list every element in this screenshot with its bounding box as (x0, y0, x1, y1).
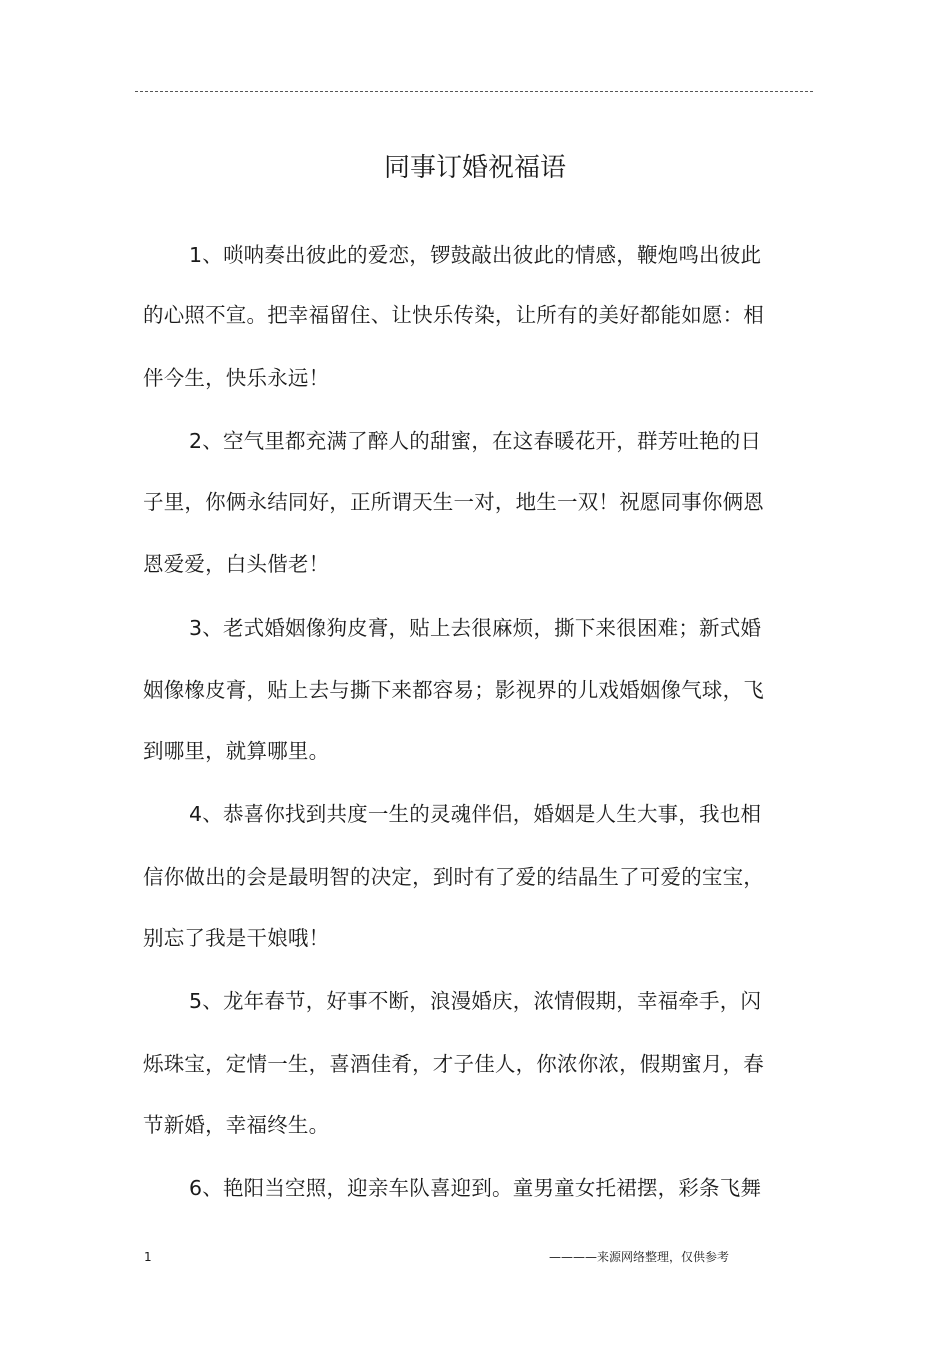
page-number: 1 (144, 1250, 152, 1264)
header-dashed-rule (135, 91, 813, 92)
paragraph-4-line-2: 信你做出的会是最明智的决定，到时有了爱的结晶生了可爱的宝宝， (143, 865, 764, 889)
paragraph-3-line-3: 到哪里，就算哪里。 (143, 739, 330, 763)
footer-source-note: ————来源网络整理，仅供参考 (549, 1250, 730, 1264)
paragraph-5-line-2: 烁珠宝，定情一生，喜酒佳肴，才子佳人，你浓你浓，假期蜜月，春 (143, 1052, 764, 1076)
paragraph-2-line-3: 恩爱爱，白头偕老！ (143, 552, 330, 576)
paragraph-1-line-3: 伴今生，快乐永远！ (143, 366, 330, 390)
paragraph-1-line-1: 1、唢呐奏出彼此的爱恋，锣鼓敲出彼此的情感，鞭炮鸣出彼此 (189, 243, 762, 267)
paragraph-2-line-2: 子里，你俩永结同好，正所谓天生一对，地生一双！祝愿同事你俩恩 (143, 490, 764, 514)
paragraph-2-line-1: 2、空气里都充满了醉人的甜蜜，在这春暖花开，群芳吐艳的日 (189, 429, 762, 453)
paragraph-5-line-3: 节新婚，幸福终生。 (143, 1113, 330, 1137)
document-title: 同事订婚祝福语 (383, 153, 566, 183)
paragraph-4-line-3: 别忘了我是干娘哦！ (143, 926, 330, 950)
paragraph-6-line-1: 6、艳阳当空照，迎亲车队喜迎到。童男童女托裙摆，彩条飞舞 (189, 1176, 762, 1200)
paragraph-1-line-2: 的心照不宣。把幸福留住、让快乐传染，让所有的美好都能如愿：相 (143, 303, 764, 327)
paragraph-5-line-1: 5、龙年春节，好事不断，浪漫婚庆，浓情假期，幸福牵手，闪 (189, 989, 762, 1013)
paragraph-4-line-1: 4、恭喜你找到共度一生的灵魂伴侣，婚姻是人生大事，我也相 (189, 802, 762, 826)
paragraph-3-line-1: 3、老式婚姻像狗皮膏，贴上去很麻烦，撕下来很困难；新式婚 (189, 616, 762, 640)
paragraph-3-line-2: 姻像橡皮膏，贴上去与撕下来都容易；影视界的儿戏婚姻像气球，飞 (143, 678, 764, 702)
